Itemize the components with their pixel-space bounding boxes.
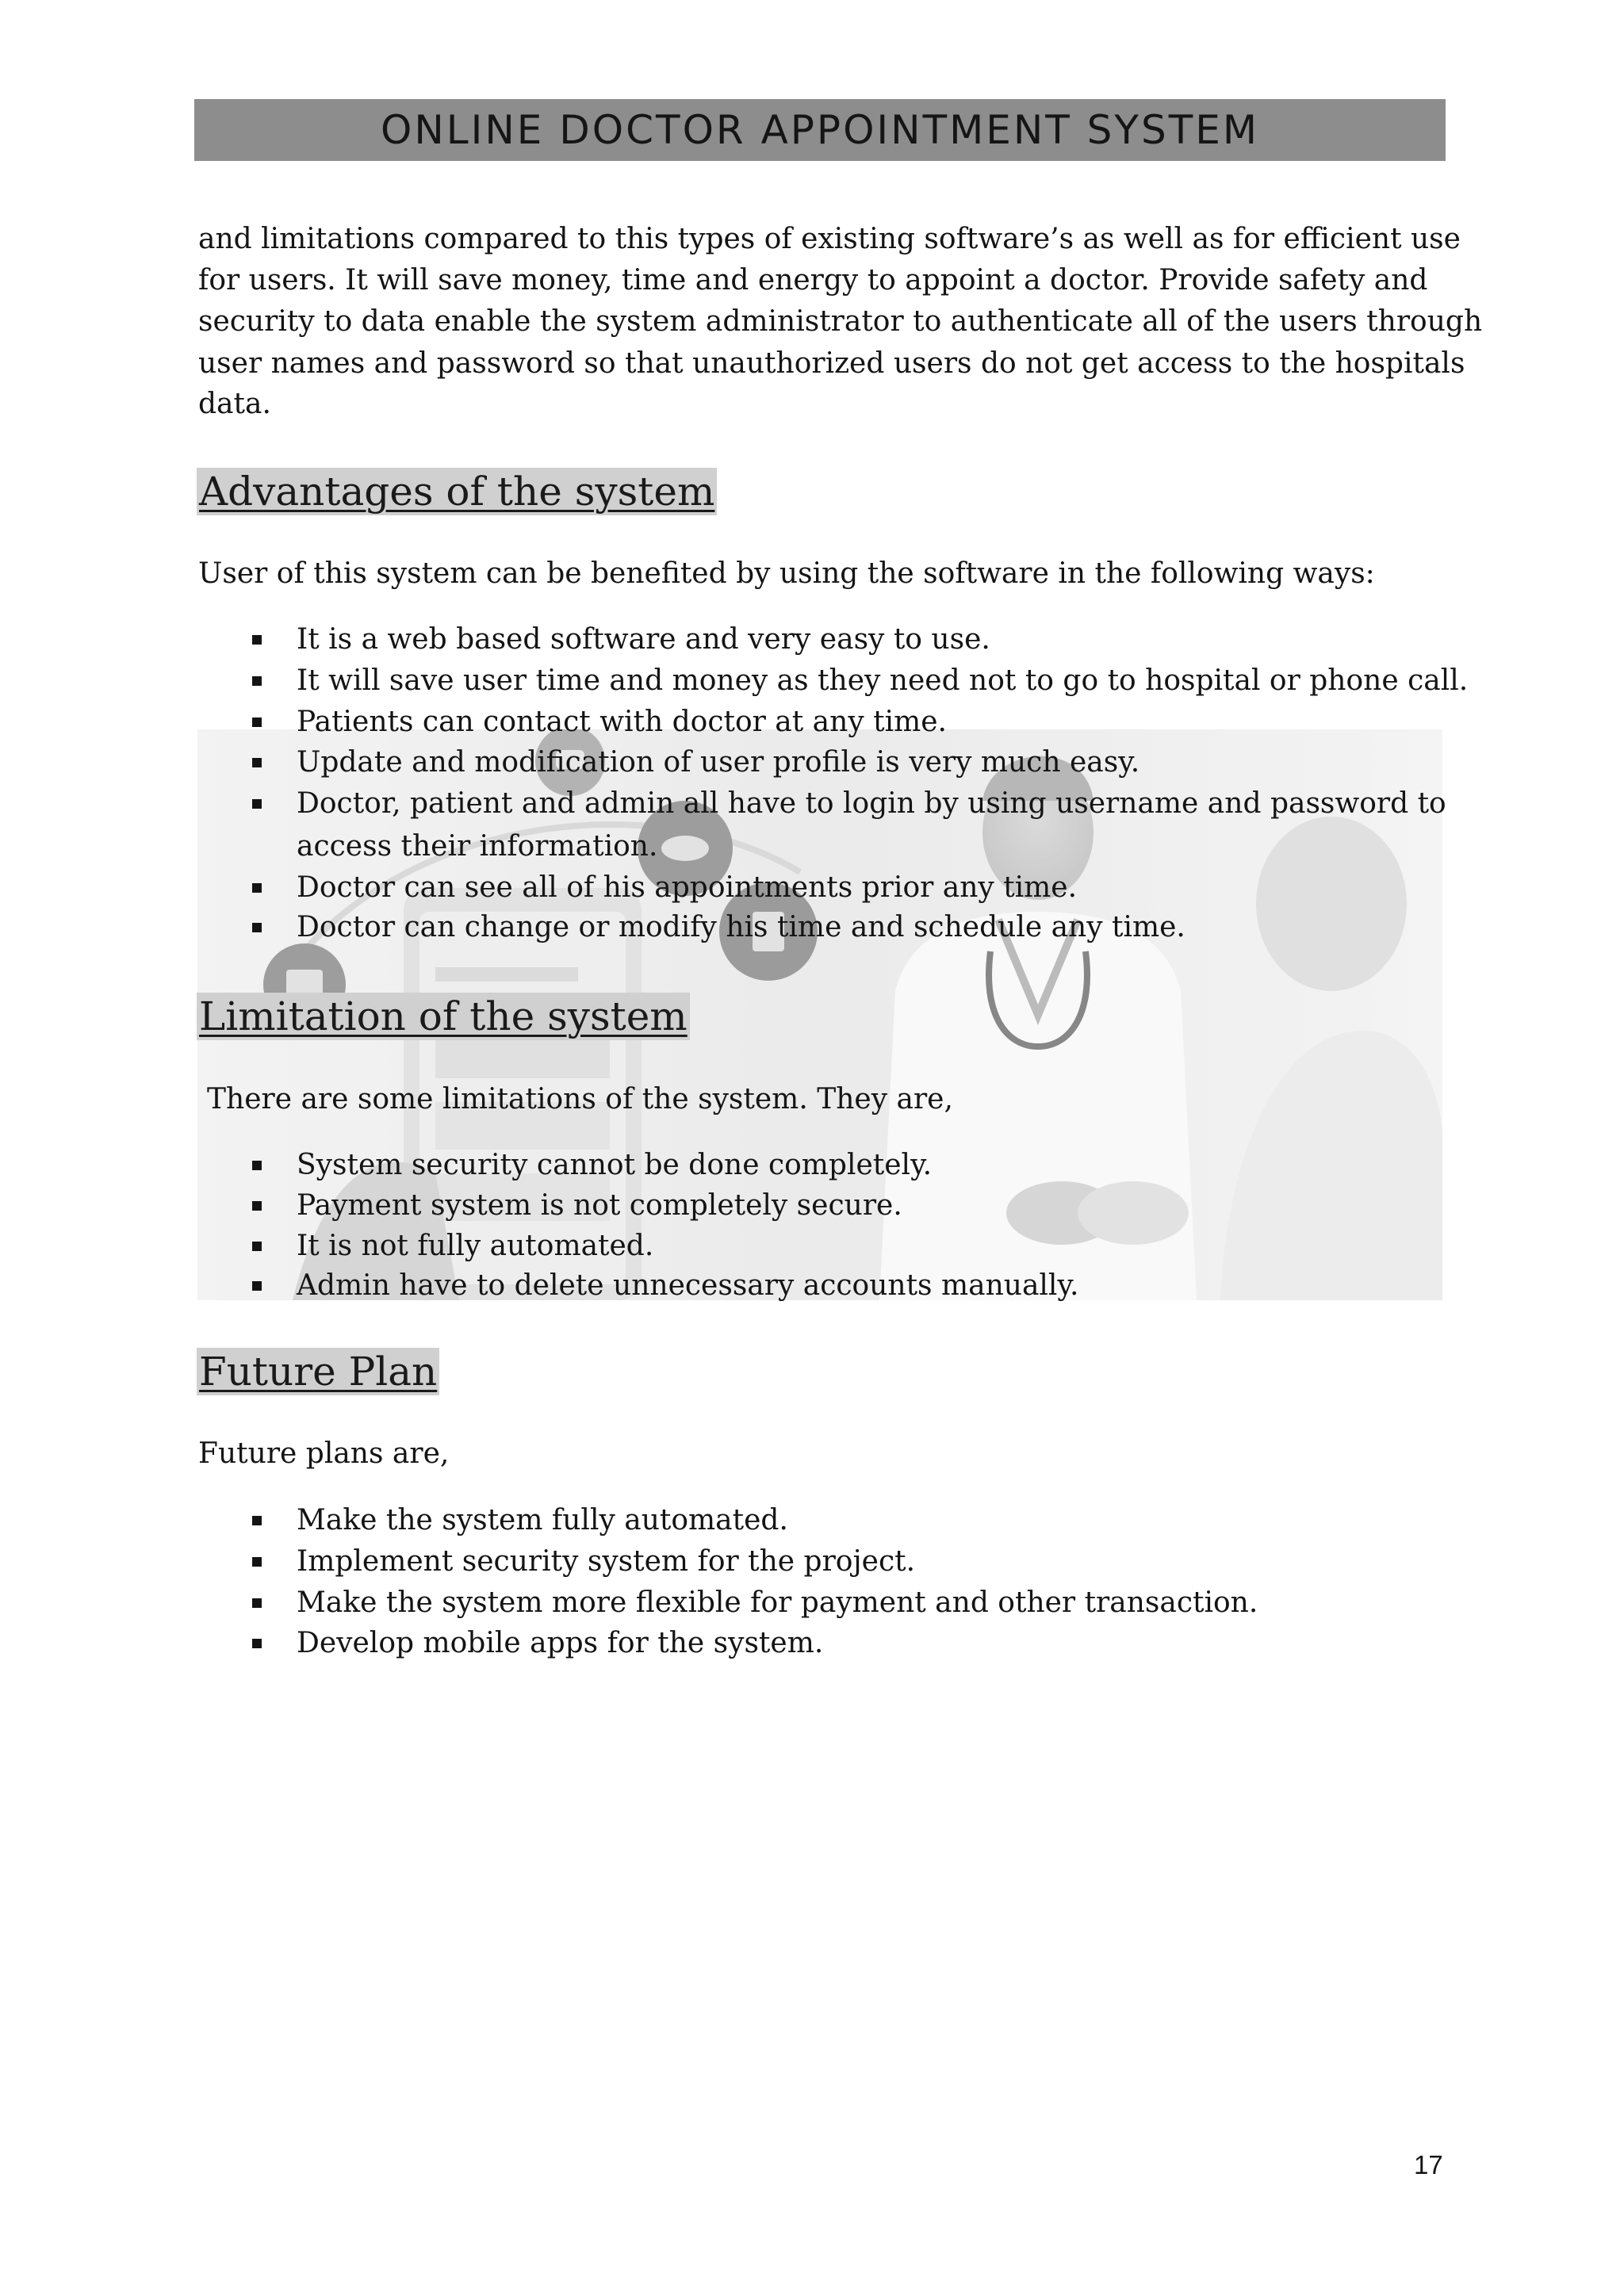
bullet-marker: [252, 635, 262, 645]
future-plan-item: Make the system more flexible for payment and other transaction.: [297, 1586, 1258, 1619]
bullet-marker: [252, 1161, 262, 1170]
limitation-item: It is not fully automated.: [297, 1230, 654, 1262]
bullet-marker: [252, 1516, 262, 1525]
bullet-marker: [252, 758, 262, 767]
bullet-marker: [252, 1281, 262, 1291]
future-plan-heading: Future Plan: [197, 1348, 439, 1395]
page-header: [194, 99, 1446, 161]
bullet-marker: [252, 676, 262, 686]
advantage-item-continued: access their information.: [297, 830, 658, 863]
advantage-item: Doctor can change or modify his time and schedule any time.: [297, 911, 1185, 943]
bullet-marker: [252, 923, 262, 932]
limitation-item: Payment system is not completely secure.: [297, 1189, 902, 1222]
bullet-marker: [252, 718, 262, 727]
limitation-item: Admin have to delete unnecessary accounts manually.: [297, 1269, 1079, 1302]
future-plan-item: Develop mobile apps for the system.: [297, 1627, 824, 1659]
intro-line-4: user names and password so that unauthorized users do not get access to the hospitals: [198, 347, 1465, 380]
advantage-item: It is a web based software and very easy to use.: [297, 623, 990, 656]
limitations-heading: Limitation of the system: [197, 993, 690, 1040]
limitation-item: System security cannot be done completely.: [297, 1149, 933, 1181]
future-plan-item: Make the system fully automated.: [297, 1504, 788, 1536]
bullet-marker: [252, 1201, 262, 1211]
advantage-item: Update and modification of user profile is very much easy.: [297, 746, 1140, 779]
intro-line-5: data.: [198, 388, 271, 420]
intro-line-3: security to data enable the system administrator to authenticate all of the users through: [198, 305, 1483, 338]
page-number: 17: [1414, 2150, 1443, 2179]
advantage-item: It will save user time and money as they need not to go to hospital or phone call.: [297, 664, 1469, 697]
future-plan-item: Implement security system for the project.: [297, 1545, 916, 1578]
bullet-marker: [252, 799, 262, 809]
limitations-lead: There are some limitations of the system. They are,: [207, 1083, 953, 1115]
advantages-heading: Advantages of the system: [197, 468, 717, 515]
future-plan-lead: Future plans are,: [198, 1437, 450, 1470]
advantage-item: Doctor, patient and admin all have to login by using username and password to: [297, 787, 1446, 820]
advantage-item: Doctor can see all of his appointments prior any time.: [297, 871, 1078, 904]
intro-line-2: for users. It will save money, time and energy to appoint a doctor. Provide safety and: [198, 264, 1428, 297]
bullet-marker: [252, 1598, 262, 1608]
bullet-marker: [252, 883, 262, 893]
bullet-marker: [252, 1639, 262, 1648]
bullet-marker: [252, 1242, 262, 1251]
header-title: ONLINE DOCTOR APPOINTMENT SYSTEM: [381, 107, 1259, 153]
bullet-marker: [252, 1557, 262, 1567]
advantages-lead: User of this system can be benefited by using the software in the following ways:: [198, 557, 1375, 590]
advantage-item: Patients can contact with doctor at any time.: [297, 706, 947, 738]
intro-line-1: and limitations compared to this types of existing software’s as well as for efficient use: [198, 223, 1461, 255]
